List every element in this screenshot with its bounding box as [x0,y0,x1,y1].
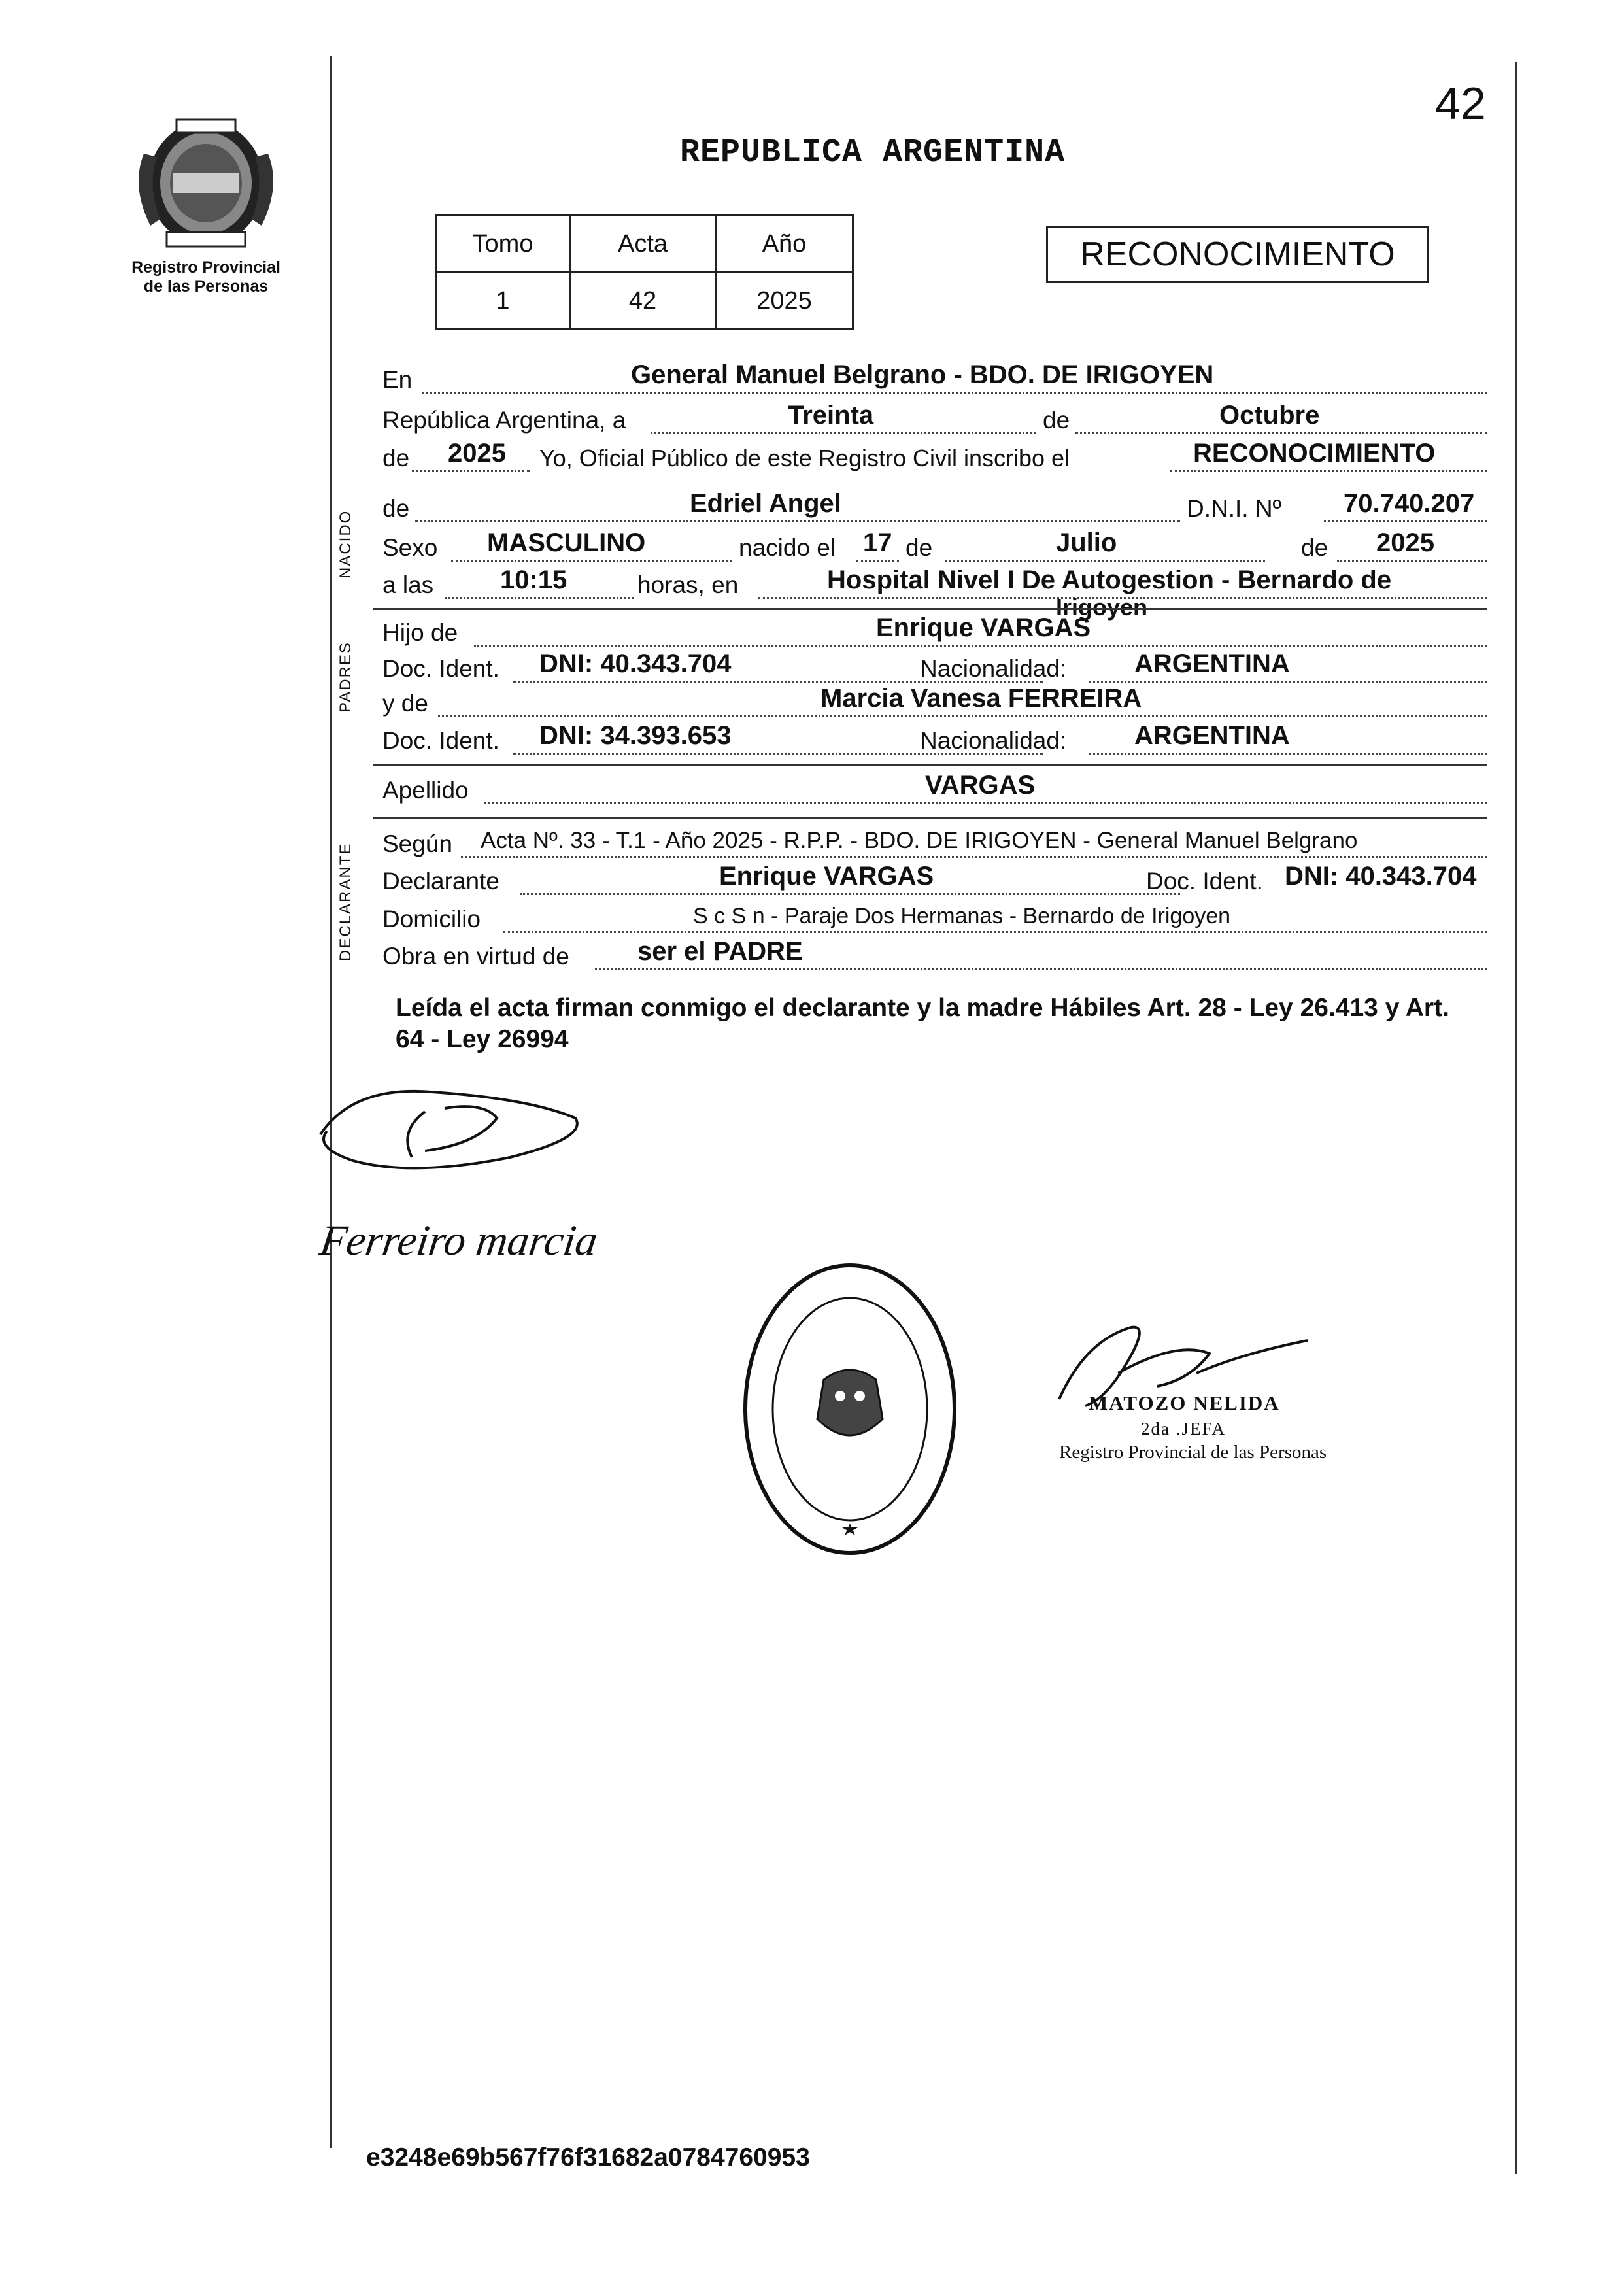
declarante-section-label: DECLARANTE [337,842,354,961]
ref-header-tomo: Tomo [436,216,570,273]
domicilio-value: S c S n - Paraje Dos Hermanas - Bernardo de Irigoyen [693,904,1231,928]
mother-doc-label: Doc. Ident. [382,727,499,754]
dotted-fill [445,597,634,599]
dotted-fill [1170,470,1487,472]
dotted-fill [474,645,1487,647]
mother-nat-label: Nacionalidad: [920,727,1067,754]
apellido-value: VARGAS [925,771,1036,800]
apellido-label: Apellido [382,777,469,804]
child-de-label: de [382,495,410,522]
line-child-name [382,487,1487,526]
footer-hash: e3248e69b567f76f31682a0784760953 [366,2143,810,2171]
mother-signature: Ferreiro marcia [316,1217,601,1265]
line-mother-doc [382,719,1487,758]
padres-section-label: PADRES [337,641,354,713]
alas-label: a las [382,571,434,598]
nacido-section-label: NACIDO [337,509,354,579]
misiones-seal-icon [131,114,281,255]
declarante-name: Enrique VARGAS [719,862,934,891]
separator-1 [373,608,1487,610]
line-date [382,399,1487,438]
separator-3 [373,817,1487,819]
mother-name: Marcia Vanesa FERREIRA [820,684,1142,713]
oficial-text: Yo, Oficial Público de este Registro Civil inscribo el [539,445,1070,471]
inscribe-type: RECONOCIMIENTO [1193,439,1436,468]
logo-label-1: Registro Provincial [131,258,280,277]
line-birth-time [382,564,1487,603]
line-declarante [382,860,1487,899]
child-dni: 70.740.207 [1344,489,1475,518]
official-stamp [736,1255,964,1563]
birth-month: Julio [1056,528,1117,557]
right-margin-line [1515,62,1517,2174]
horas-label: horas, en [637,571,739,598]
de2-label: de [382,445,410,471]
sexo-label: Sexo [382,534,438,561]
separator-2 [373,764,1487,766]
reference-table [435,214,854,330]
dotted-fill [856,560,899,562]
dotted-fill [595,968,1487,970]
official-name: MATOZO NELIDA [1089,1391,1280,1414]
line-father [382,611,1487,651]
obra-label: Obra en virtud de [382,943,569,970]
father-nat: ARGENTINA [1134,649,1290,678]
dotted-fill [945,560,1265,562]
official-org: Registro Provincial de las Personas [1059,1442,1327,1463]
segun-value: Acta Nº. 33 - T.1 - Año 2025 - R.P.P. - BDO. DE IRIGOYEN - General Manuel Belgrano [481,828,1358,853]
act-day: Treinta [788,401,874,430]
line-sex-birth [382,526,1487,566]
dotted-fill [422,392,1487,394]
ref-value-tomo: 1 [436,273,570,330]
line-segun [382,823,1487,862]
declarante-doc-label: Doc. Ident. [1146,868,1263,894]
dotted-fill [1324,520,1487,522]
father-name: Enrique VARGAS [876,613,1091,642]
dotted-fill [1337,560,1487,562]
republica-label: República Argentina, a [382,407,626,434]
ref-header-acta: Acta [570,216,716,273]
dotted-fill [415,520,1180,522]
dotted-fill [651,432,1036,434]
child-name: Edriel Angel [690,489,841,518]
hijo-label: Hijo de [382,619,458,646]
line-father-doc [382,647,1487,687]
yde-label: y de [382,690,428,717]
declarante-label: Declarante [382,868,499,894]
act-type-box: RECONOCIMIENTO [1046,226,1429,283]
dotted-fill [438,715,1487,717]
dotted-fill [412,470,530,472]
line-obra [382,935,1487,974]
country-title: REPUBLICA ARGENTINA [680,134,1066,171]
birth-day: 17 [863,528,892,557]
legal-text: Leída el acta firman conmigo el declarante y la madre Hábiles Art. 28 - Ley 26.413 y Art. 64 - Ley 26994 [396,994,1449,1053]
birth-place-cont: Irigoyen [1056,594,1148,621]
ref-value-anio: 2025 [716,273,853,330]
ref-header-anio: Año [716,216,853,273]
domicilio-label: Domicilio [382,906,481,932]
line-domicilio [382,898,1487,937]
dotted-fill [484,802,1487,804]
father-nat-label: Nacionalidad: [920,655,1067,682]
ref-value-acta: 42 [570,273,716,330]
de-label: de [1043,407,1070,434]
act-month: Octubre [1219,401,1320,430]
segun-label: Según [382,830,452,857]
child-sex: MASCULINO [487,528,646,557]
en-label: En [382,366,413,393]
dotted-fill [520,893,1180,895]
birth-place: Hospital Nivel I De Autogestion - Bernardo de [827,566,1392,594]
dotted-fill [1075,432,1487,434]
line-place [382,358,1487,398]
official-role: 2da .JEFA [1141,1419,1226,1439]
line-oficial [382,437,1487,476]
de-label-3: de [1301,534,1328,561]
dotted-fill [503,931,1487,933]
line-apellido [382,769,1487,808]
mother-doc: DNI: 34.393.653 [539,721,732,750]
province-logo [118,114,294,296]
dni-label: D.N.I. Nº [1187,495,1282,522]
page-number: 42 [1435,78,1486,129]
declarant-signature [314,1072,601,1177]
line-mother [382,682,1487,721]
birth-year: 2025 [1376,528,1434,557]
act-place: General Manuel Belgrano - BDO. DE IRIGOYEN [631,360,1214,389]
act-year: 2025 [448,439,506,468]
father-doc: DNI: 40.343.704 [539,649,732,678]
mother-nat: ARGENTINA [1134,721,1290,750]
father-doc-label: Doc. Ident. [382,655,499,682]
declarante-doc: DNI: 40.343.704 [1285,862,1477,891]
logo-label-2: de las Personas [143,277,269,296]
dotted-fill [1089,753,1487,755]
dotted-fill [451,560,732,562]
dotted-fill [461,856,1487,858]
birth-time: 10:15 [500,566,567,594]
obra-value: ser el PADRE [637,937,803,966]
de-label-2: de [905,534,933,561]
nacido-label: nacido el [739,534,836,561]
